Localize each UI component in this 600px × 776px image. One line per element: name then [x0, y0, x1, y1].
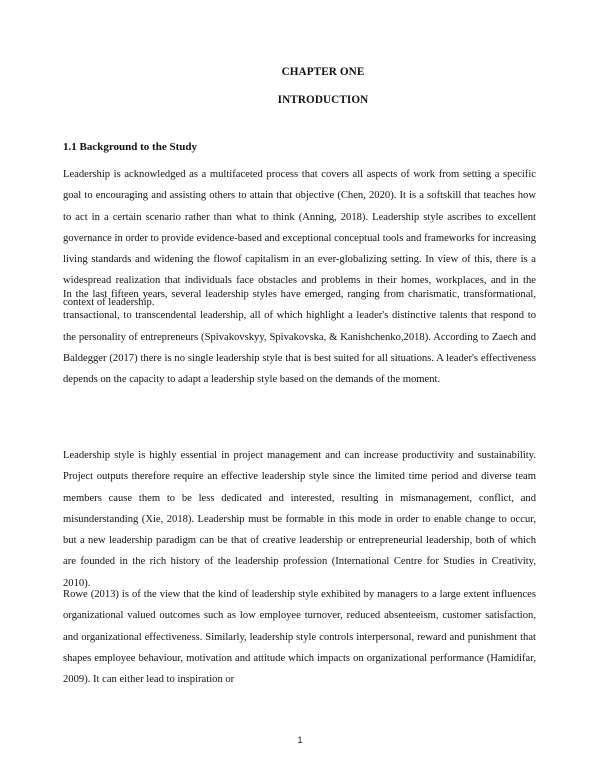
body-paragraph: Leadership style is highly essential in project management and can increase productivity and sustainability. Project outputs therefore require an effective leadership style since the limited time period and diverse team members cause them to be less dedicated and interested, resulting in mismanagement, conflict, and misunderstanding (Xie, 2018). Leadership must be formable in this mode in order to enable change to occur, but a new leadership paradigm can be that of creative leadership or entrepreneurial leadership, both of which are founded in the rich history of the leadership profession (International Centre for Studies in Creativity, 2010). [63, 450, 536, 589]
page-number: 1 [297, 735, 303, 745]
chapter-label: CHAPTER ONE [281, 66, 365, 78]
body-paragraph: In the last fifteen years, several leadership styles have emerged, ranging from charismatic, transformational, transactional, to transcendental leadership, all of which highlight a leader's distinctive talents that respond to the personality of entrepreneurs (Spivakovskyy, Spivakovska, & Kanishchenko,2018). According to Zaech and Baldegger (2017) there is no single leadership style that is best suited for all situations. A leader's effectiveness depends on the capacity to adapt a leadership style based on the demands of the moment. [63, 289, 536, 386]
chapter-title: INTRODUCTION [277, 94, 369, 106]
body-paragraph: Rowe (2013) is of the view that the kind of leadership style exhibited by managers to a large extent influences organizational valued outcomes such as low employee turnover, reduced absenteeism, customer satisfaction, and organizational effectiveness. Similarly, leadership style controls interpersonal, reward and punishment that shapes employee behaviour, motivation and attitude which impacts on organizational performance (Hamidifar, 2009). It can either lead to inspiration or [63, 589, 536, 686]
body-paragraph: Leadership is acknowledged as a multifaceted process that covers all aspects of work from setting a specific goal to encouraging and assisting others to attain that objective (Chen, 2020). It is a softskill that teaches how to act in a certain scenario rather than what to think (Anning, 2018). Leadership style ascribes to excellent governance in order to provide evidence-based and exceptional conceptual tools and frameworks for increasing living standards and widening the flowof capitalism in an ever-globalizing setting. In view of this, there is a widespread realization that individuals face obstacles and problems in their homes, workplaces, and in the context of leadership. [63, 169, 536, 308]
section-heading: 1.1 Background to the Study [63, 141, 197, 153]
